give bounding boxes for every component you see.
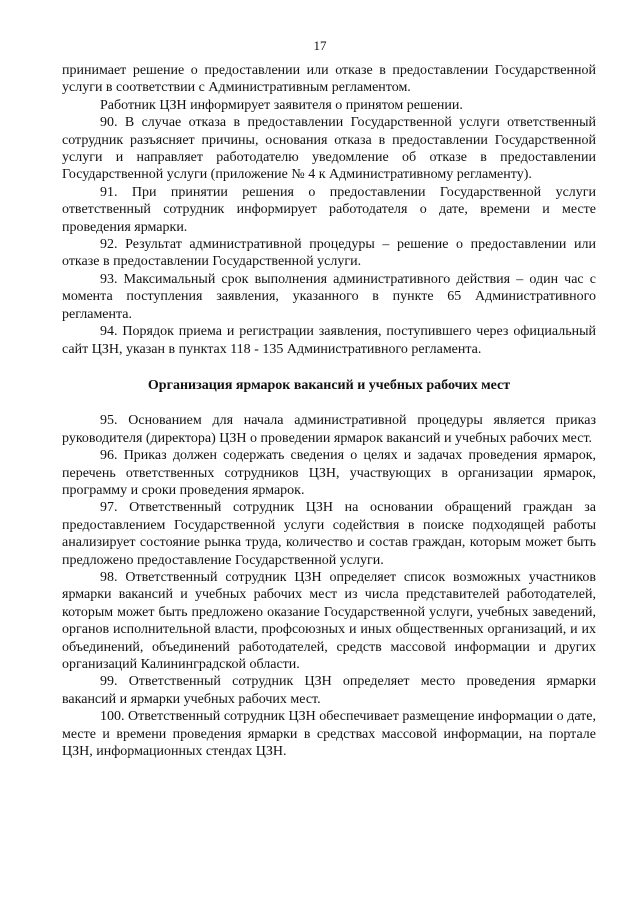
paragraph-98: 98. Ответственный сотрудник ЦЗН определяет список возможных участников ярмарки вакансий и учебных рабочих мест из числа представителей работодателей, которым может быть предложено оказание Государственной услуги, учебных заведений, органов исполнительной власти, профсоюзных и иных общественных организаций, и их объединений, объединений работодателей, средств массовой информации и других организаций Калининградской области. [62,569,596,672]
paragraph-93: 93. Максимальный срок выполнения административного действия – один час с момента поступления заявления, указанного в пункте 65 Административного регламента. [62,271,596,322]
paragraph-94: 94. Порядок приема и регистрации заявления, поступившего через официальный сайт ЦЗН, указан в пунктах 118 - 135 Административного регламента. [62,324,596,357]
paragraph-99: 99. Ответственный сотрудник ЦЗН определяет место проведения ярмарки вакансий и ярмарки учебных рабочих мест. [62,674,596,707]
paragraph-continuation: принимает решение о предоставлении или отказе в предоставлении Государственной услуги в соответствии с Административным регламентом. [62,63,596,96]
paragraph-95: 95. Основанием для начала административной процедуры является приказ руководителя (директора) ЦЗН о проведении ярмарок вакансий и учебных рабочих мест. [62,413,596,446]
paragraph-96: 96. Приказ должен содержать сведения о целях и задачах проведения ярмарок, перечень ответственных сотрудников ЦЗН, участвующих в организации ярмарок, программу и сроки проведения ярмарок. [62,448,596,498]
paragraph-90: 90. В случае отказа в предоставлении Государственной услуги ответственный сотрудник разъясняет причины, основания отказа в предоставлении Государственной услуги и направляет работодателю уведомление об отказе в предоставлении Государственной услуги (приложение № 4 к Административному регламенту). [62,115,596,183]
paragraph-100: 100. Ответственный сотрудник ЦЗН обеспечивает размещение информации о дате, месте и времени проведения ярмарки в средствах массовой информации, на портале ЦЗН, информационных стендах ЦЗН. [62,709,596,760]
section-heading: Организация ярмарок вакансий и учебных рабочих мест [147,377,511,393]
paragraph-informs-applicant: Работник ЦЗН информирует заявителя о принятом решении. [100,97,463,113]
paragraph-97: 97. Ответственный сотрудник ЦЗН на основании обращений граждан за предоставлением Государственной услуги содействия в поиске подходящей работы анализирует состояние рынка труда, количество и состав граждан, которым может быть предложено предоставление Государственной услуги. [62,500,596,568]
page-number: 17 [313,38,327,53]
paragraph-92: 92. Результат административной процедуры – решение о предоставлении или отказе в предоставлении Государственной услуги. [62,237,596,270]
paragraph-91: 91. При принятии решения о предоставлении Государственной услуги ответственный сотрудник информирует работодателя о дате, времени и месте проведения ярмарки. [62,184,596,235]
document-body [62,62,596,760]
